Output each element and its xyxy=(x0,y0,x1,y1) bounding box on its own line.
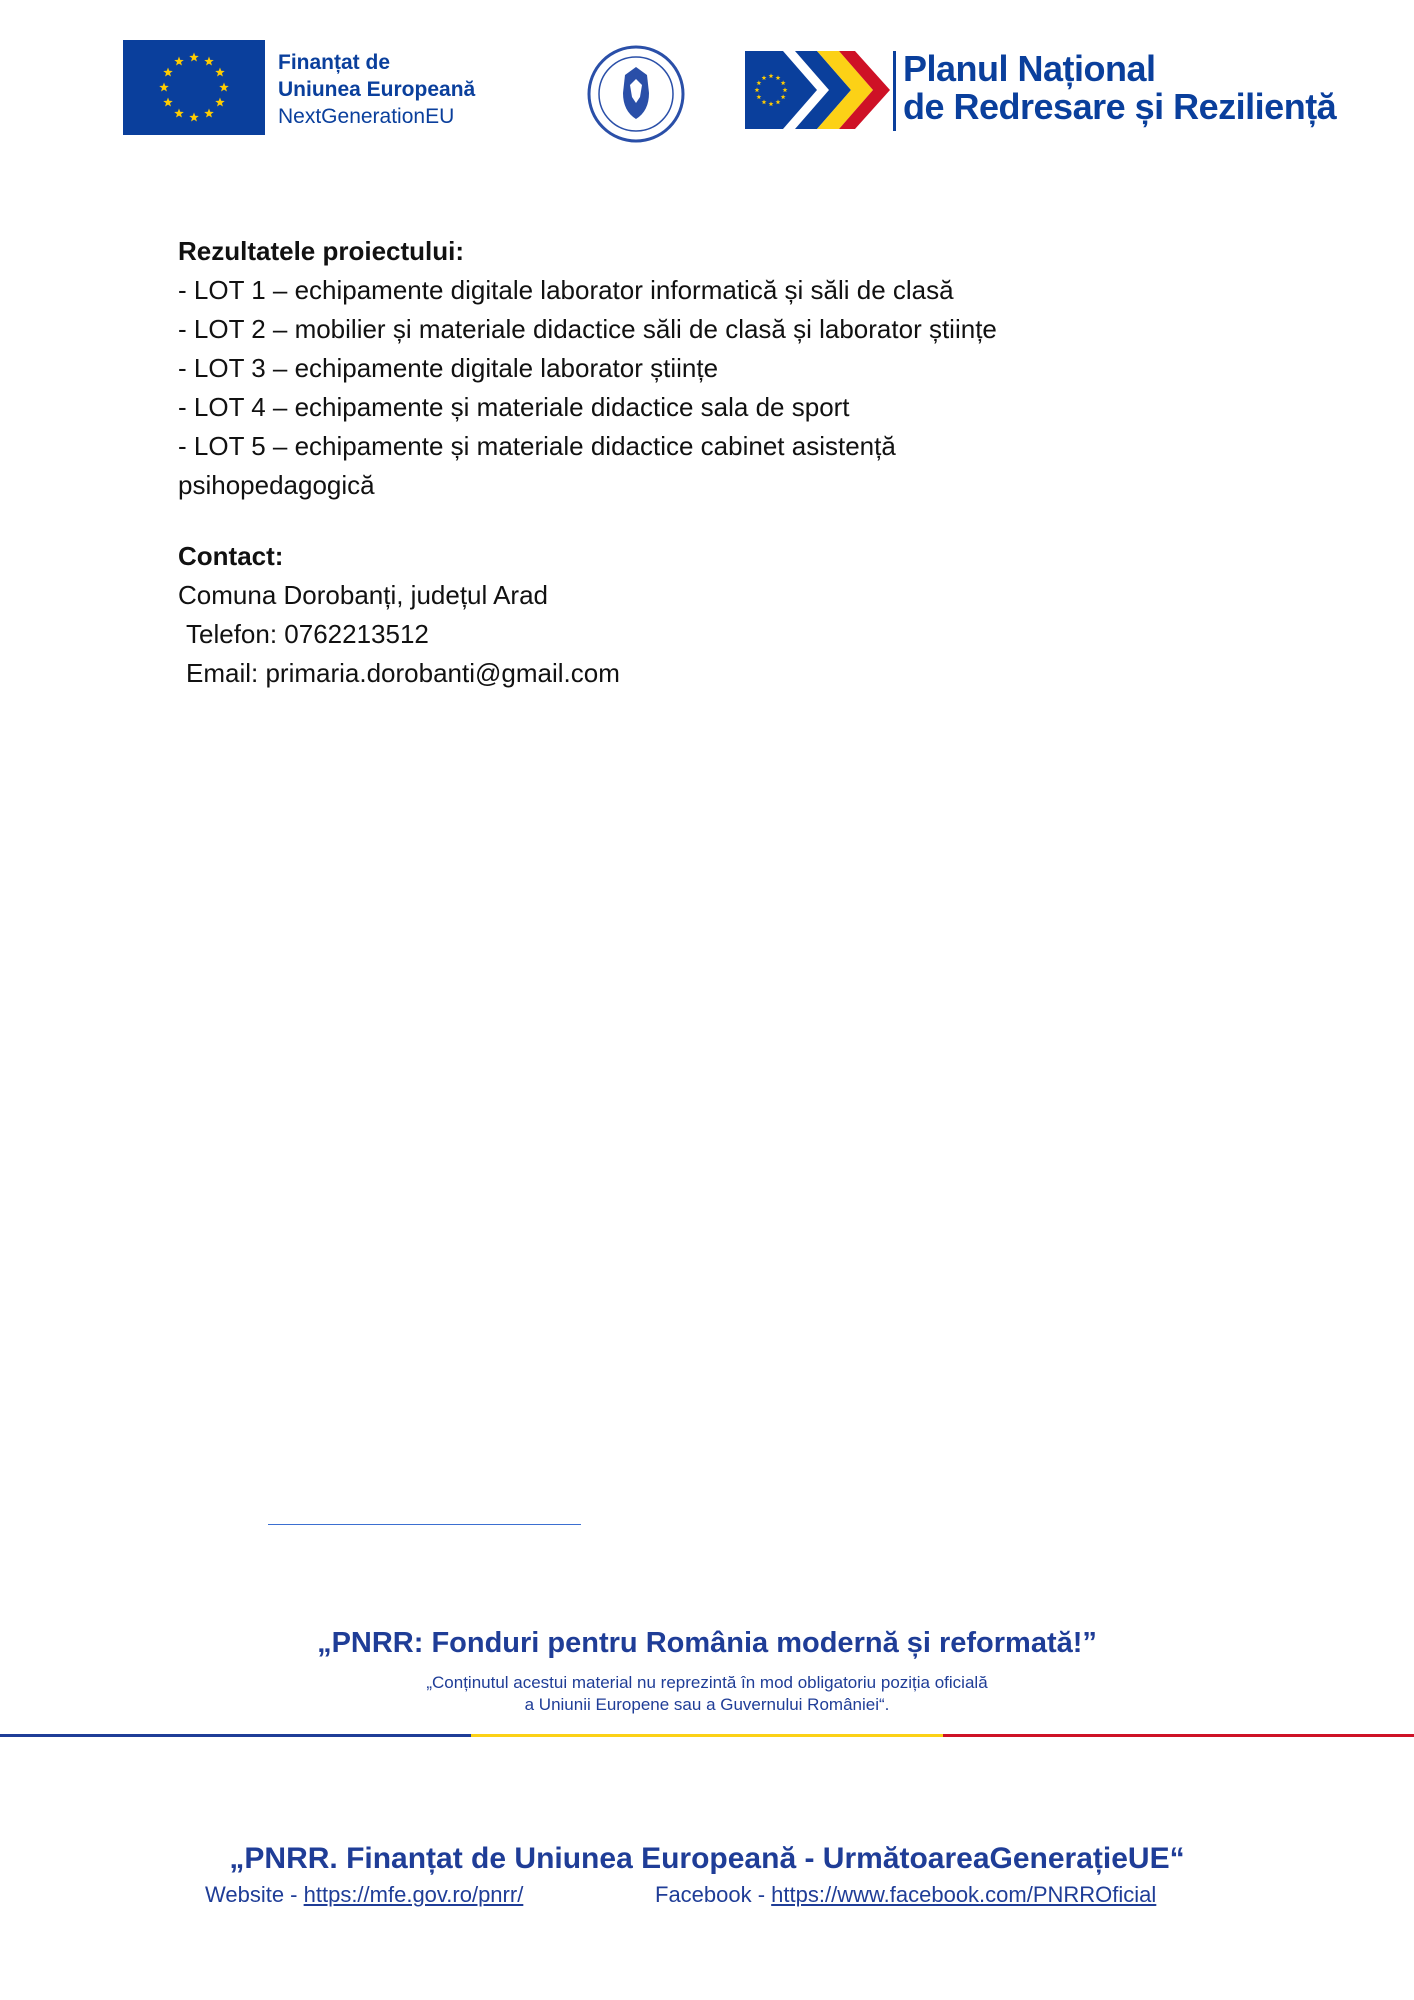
pnrr-divider xyxy=(893,51,896,131)
footnote-separator xyxy=(268,1524,581,1525)
results-item: - LOT 2 – mobilier și materiale didactice săli de clasă și laborator științe xyxy=(178,314,997,344)
eu-star xyxy=(163,98,173,107)
contact-email: Email: primaria.dorobanti@gmail.com xyxy=(186,658,620,688)
tricolor-rule xyxy=(0,1734,1414,1737)
results-item: - LOT 1 – echipamente digitale laborator informatică și săli de clasă xyxy=(178,275,954,305)
pnrr-title xyxy=(903,50,1336,126)
footer-closing-slogan: „PNRR. Finanțat de Uniunea Europeană - UrmătoareaGenerațieUE“ xyxy=(229,1842,1185,1875)
government-seal-icon xyxy=(587,45,685,143)
eu-flag-icon xyxy=(123,40,265,135)
results-item: psihopedagogică xyxy=(178,470,375,500)
pnrr-logo-icon xyxy=(745,51,890,129)
footer-slogan: „PNRR: Fonduri pentru România modernă și reformată!” xyxy=(317,1627,1097,1659)
results-item: - LOT 4 – echipamente și materiale didactice sala de sport xyxy=(178,392,850,422)
contact-phone: Telefon: 0762213512 xyxy=(186,619,429,649)
results-heading: Rezultatele proiectului: xyxy=(178,236,465,266)
eu-star xyxy=(189,53,199,62)
eu-funding-text xyxy=(278,49,475,130)
eu-star xyxy=(204,57,214,66)
contact-heading: Contact: xyxy=(178,541,284,571)
website-link-group xyxy=(205,1882,523,1908)
facebook-label: Facebook - xyxy=(655,1882,772,1907)
eu-star xyxy=(174,57,184,66)
disclaimer-line1: „Conținutul acestui material nu reprezintă în mod obligatoriu poziția oficială xyxy=(426,1673,988,1692)
tricolor-blue xyxy=(0,1734,471,1737)
eu-star xyxy=(159,83,169,92)
eu-funding-line1: Finanțat de xyxy=(278,51,391,74)
tricolor-yellow xyxy=(471,1734,942,1737)
results-item: - LOT 3 – echipamente digitale laborator științe xyxy=(178,353,719,383)
eu-star xyxy=(189,113,199,122)
pnrr-title-line2: de Redresare și Reziliență xyxy=(903,86,1337,127)
eu-star xyxy=(204,108,214,117)
eu-star xyxy=(219,83,229,92)
website-link[interactable]: https://mfe.gov.ro/pnrr/ xyxy=(303,1882,524,1907)
tricolor-red xyxy=(943,1734,1414,1737)
eu-funding-line3: NextGenerationEU xyxy=(278,105,455,128)
disclaimer-line2: a Uniunii Europene sau a Guvernului României“. xyxy=(524,1695,890,1714)
eu-star xyxy=(215,68,225,77)
eu-star xyxy=(163,68,173,77)
facebook-link-group xyxy=(655,1882,1156,1908)
contact-address: Comuna Dorobanți, județul Arad xyxy=(178,580,549,610)
document-body xyxy=(178,232,1178,693)
pnrr-title-line1: Planul Național xyxy=(903,48,1156,89)
website-label: Website - xyxy=(205,1882,304,1907)
contact-block xyxy=(178,537,1178,693)
eu-funding-line2: Uniunea Europeană xyxy=(278,78,476,101)
facebook-link[interactable]: https://www.facebook.com/PNRROficial xyxy=(771,1882,1157,1907)
eu-star xyxy=(215,98,225,107)
results-item: - LOT 5 – echipamente și materiale didactice cabinet asistență xyxy=(178,431,896,461)
footer-disclaimer xyxy=(0,1672,1414,1716)
eu-star xyxy=(174,108,184,117)
